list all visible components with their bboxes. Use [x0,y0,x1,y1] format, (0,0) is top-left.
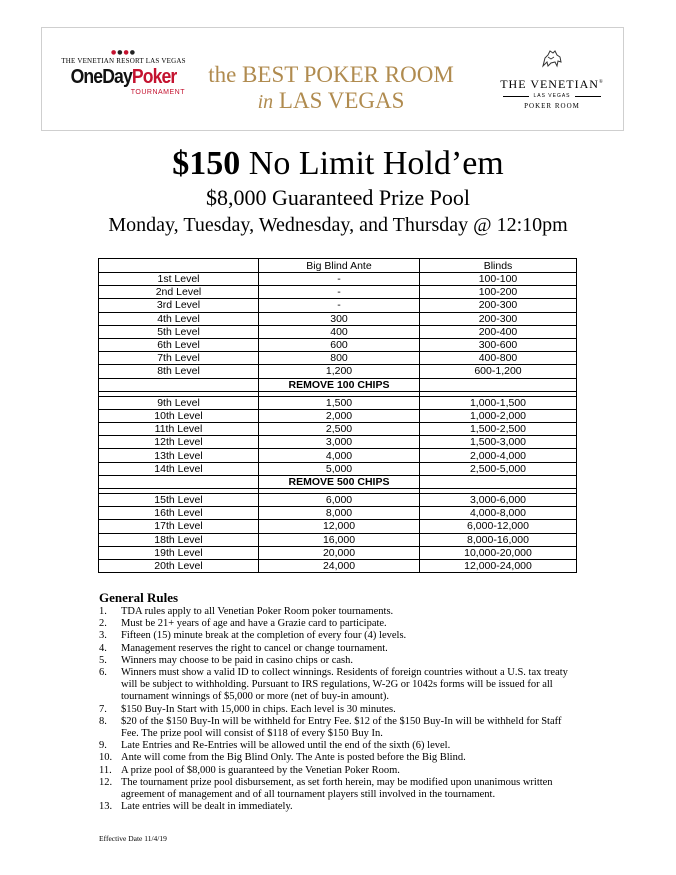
level-row [99,396,577,409]
big-blind-ante: 12,000 [259,520,420,533]
level-row [99,494,577,507]
level-row [99,365,577,378]
header-banner [41,27,624,131]
level-name: 11th Level [99,423,259,436]
level-row [99,559,577,572]
level-row [99,409,577,422]
level-name: 13th Level [99,449,259,462]
big-blind-ante: 2,500 [259,423,420,436]
rule-number: 1. [99,606,107,617]
rules-list [99,606,579,813]
rule-number: 7. [99,703,107,715]
level-row [99,533,577,546]
rule-item [99,777,579,801]
level-name: 12th Level [99,436,259,449]
rule-text: Late entries will be dealt in immediately. [121,801,293,813]
level-row [99,436,577,449]
level-row [99,520,577,533]
odp-wordmark: OneDayPoker [70,66,177,88]
rule-item [99,740,579,752]
one-day-poker-logo [56,50,191,97]
rule-item [99,667,579,704]
rule-text: TDA rules apply to all Venetian Poker Room poker tournaments. [121,606,394,617]
big-blind-ante: - [259,299,420,312]
big-blind-ante: 24,000 [259,559,420,572]
big-blind-ante: - [259,273,420,286]
blinds: 100-200 [420,286,577,299]
column-header [99,259,259,273]
rule-item [99,655,579,667]
rule-item [99,618,579,630]
page-title: $150 No Limit Hold’em [172,145,504,182]
blinds: 8,000-16,000 [420,533,577,546]
rules-heading: General Rules [99,590,179,605]
big-blind-ante: - [259,286,420,299]
rule-text: Must be 21+ years of age and have a Grazie card to participate. [121,618,387,630]
big-blind-ante: 400 [259,325,420,338]
level-row [99,273,577,286]
blinds: 3,000-6,000 [420,494,577,507]
big-blind-ante: 1,200 [259,365,420,378]
level-name: 10th Level [99,409,259,422]
level-name: 18th Level [99,533,259,546]
rule-number: 4. [99,642,107,654]
big-blind-ante: 5,000 [259,462,420,475]
rule-number: 3. [99,630,107,642]
rule-item [99,801,579,813]
rule-item [99,752,579,764]
remove-chips-note: REMOVE 500 CHIPS [259,475,420,488]
blind-structure-table [98,258,577,573]
table-header-row [99,259,577,273]
level-name: 5th Level [99,325,259,338]
blinds: 200-300 [420,299,577,312]
big-blind-ante: 800 [259,352,420,365]
big-blind-ante: 6,000 [259,494,420,507]
big-blind-ante: 600 [259,338,420,351]
rule-text: $20 of the $150 Buy-In will be withheld for Entry Fee. $12 of the $150 Buy-In will be withheld for Staff Fee. The prize pool will consist of $118 of every $150 Buy In. [121,715,562,740]
rule-number: 5. [99,654,107,666]
column-header: Big Blind Ante [259,259,420,273]
remove-chips-note: REMOVE 100 CHIPS [259,378,420,391]
rule-number: 8. [99,715,107,727]
level-name: 3rd Level [99,299,259,312]
rule-item [99,716,579,740]
blinds: 200-400 [420,325,577,338]
level-name: 15th Level [99,494,259,507]
blinds: 100-100 [420,273,577,286]
level-row [99,507,577,520]
rule-text: Late Entries and Re-Entries will be allowed until the end of the sixth (6) level. [121,740,451,752]
prize-pool-subtitle: $8,000 Guaranteed Prize Pool [206,185,470,210]
rule-text: $150 Buy-In Start with 15,000 in chips. Each level is 30 minutes. [121,703,396,715]
level-name: 2nd Level [99,286,259,299]
best-poker-room-tagline: the BEST POKER ROOM in LAS VEGAS [208,62,454,113]
level-row [99,546,577,559]
rule-text: A prize pool of $8,000 is guaranteed by the Venetian Poker Room. [121,764,400,776]
blinds: 200-300 [420,312,577,325]
column-header: Blinds [420,259,577,273]
blinds: 4,000-8,000 [420,507,577,520]
chip-removal-row [99,378,577,391]
schedule-line: Monday, Tuesday, Wednesday, and Thursday @ 12:10pm [108,214,568,236]
general-rules [99,590,579,813]
big-blind-ante: 3,000 [259,436,420,449]
rule-text: Winners must show a valid ID to collect winnings. Residents of foreign countries without a U.S. tax treaty will be subject to withholding. Pursuant to IRS regulations, W-2G or 1042s forms will be issued for all tournament winnings of $5,000 or more (net of buy-in amount). [121,667,568,703]
blinds: 10,000-20,000 [420,546,577,559]
big-blind-ante: 2,000 [259,409,420,422]
level-row [99,286,577,299]
blinds: 300-600 [420,338,577,351]
level-row [99,462,577,475]
level-name: 19th Level [99,546,259,559]
blinds: 1,000-1,500 [420,396,577,409]
level-name: 16th Level [99,507,259,520]
level-name: 9th Level [99,396,259,409]
level-name: 17th Level [99,520,259,533]
big-blind-ante: 4,000 [259,449,420,462]
rule-item [99,704,579,716]
rule-text: Ante will come from the Big Blind Only. The Ante is posted before the Big Blind. [121,752,466,764]
level-name: 6th Level [99,338,259,351]
rule-text: The tournament prize pool disbursement, as set forth herein, may be modified upon unanimous written agreement of management and of all tournament players still involved in the tournament. [121,776,553,801]
rule-text: Winners may choose to be paid in casino chips or cash. [121,654,353,666]
rule-number: 10. [99,752,113,764]
big-blind-ante: 300 [259,312,420,325]
blinds: 12,000-24,000 [420,559,577,572]
blinds: 1,000-2,000 [420,409,577,422]
rule-number: 2. [99,618,107,630]
level-row [99,312,577,325]
odp-tournament-label: TOURNAMENT [130,89,185,96]
rule-text: Fifteen (15) minute break at the completion of every four (4) levels. [121,630,407,642]
rule-item [99,606,579,618]
level-row [99,338,577,351]
rule-text: Management reserves the right to cancel or change tournament. [121,642,388,654]
level-name: 7th Level [99,352,259,365]
level-name: 14th Level [99,462,259,475]
level-row [99,325,577,338]
odp-resort-name: THE VENETIAN RESORT LAS VEGAS [61,57,186,65]
chip-removal-row [99,475,577,488]
level-name: 1st Level [99,273,259,286]
level-name: 4th Level [99,312,259,325]
blinds: 1,500-3,000 [420,436,577,449]
blinds: 400-800 [420,352,577,365]
level-row [99,423,577,436]
rule-number: 9. [99,740,107,752]
effective-date: Effective Date 11/4/19 [99,834,167,843]
big-blind-ante: 16,000 [259,533,420,546]
big-blind-ante: 1,500 [259,396,420,409]
lion-icon [539,48,565,70]
rule-item [99,643,579,655]
blinds: 600-1,200 [420,365,577,378]
suit-dots-icon: ●●●● [111,49,136,56]
level-row [99,449,577,462]
level-name: 20th Level [99,559,259,572]
rule-number: 13. [99,801,113,813]
level-name: 8th Level [99,365,259,378]
blinds: 6,000-12,000 [420,520,577,533]
level-row [99,352,577,365]
big-blind-ante: 8,000 [259,507,420,520]
rule-number: 12. [99,776,113,788]
level-row [99,299,577,312]
blinds: 2,500-5,000 [420,462,577,475]
blinds: 1,500-2,500 [420,423,577,436]
venetian-logo: THE VENETIAN® LAS VEGAS POKER ROOM [490,48,614,112]
rule-item [99,630,579,642]
rule-number: 6. [99,667,107,679]
blinds: 2,000-4,000 [420,449,577,462]
big-blind-ante: 20,000 [259,546,420,559]
rule-number: 11. [99,764,112,776]
rule-item [99,765,579,777]
